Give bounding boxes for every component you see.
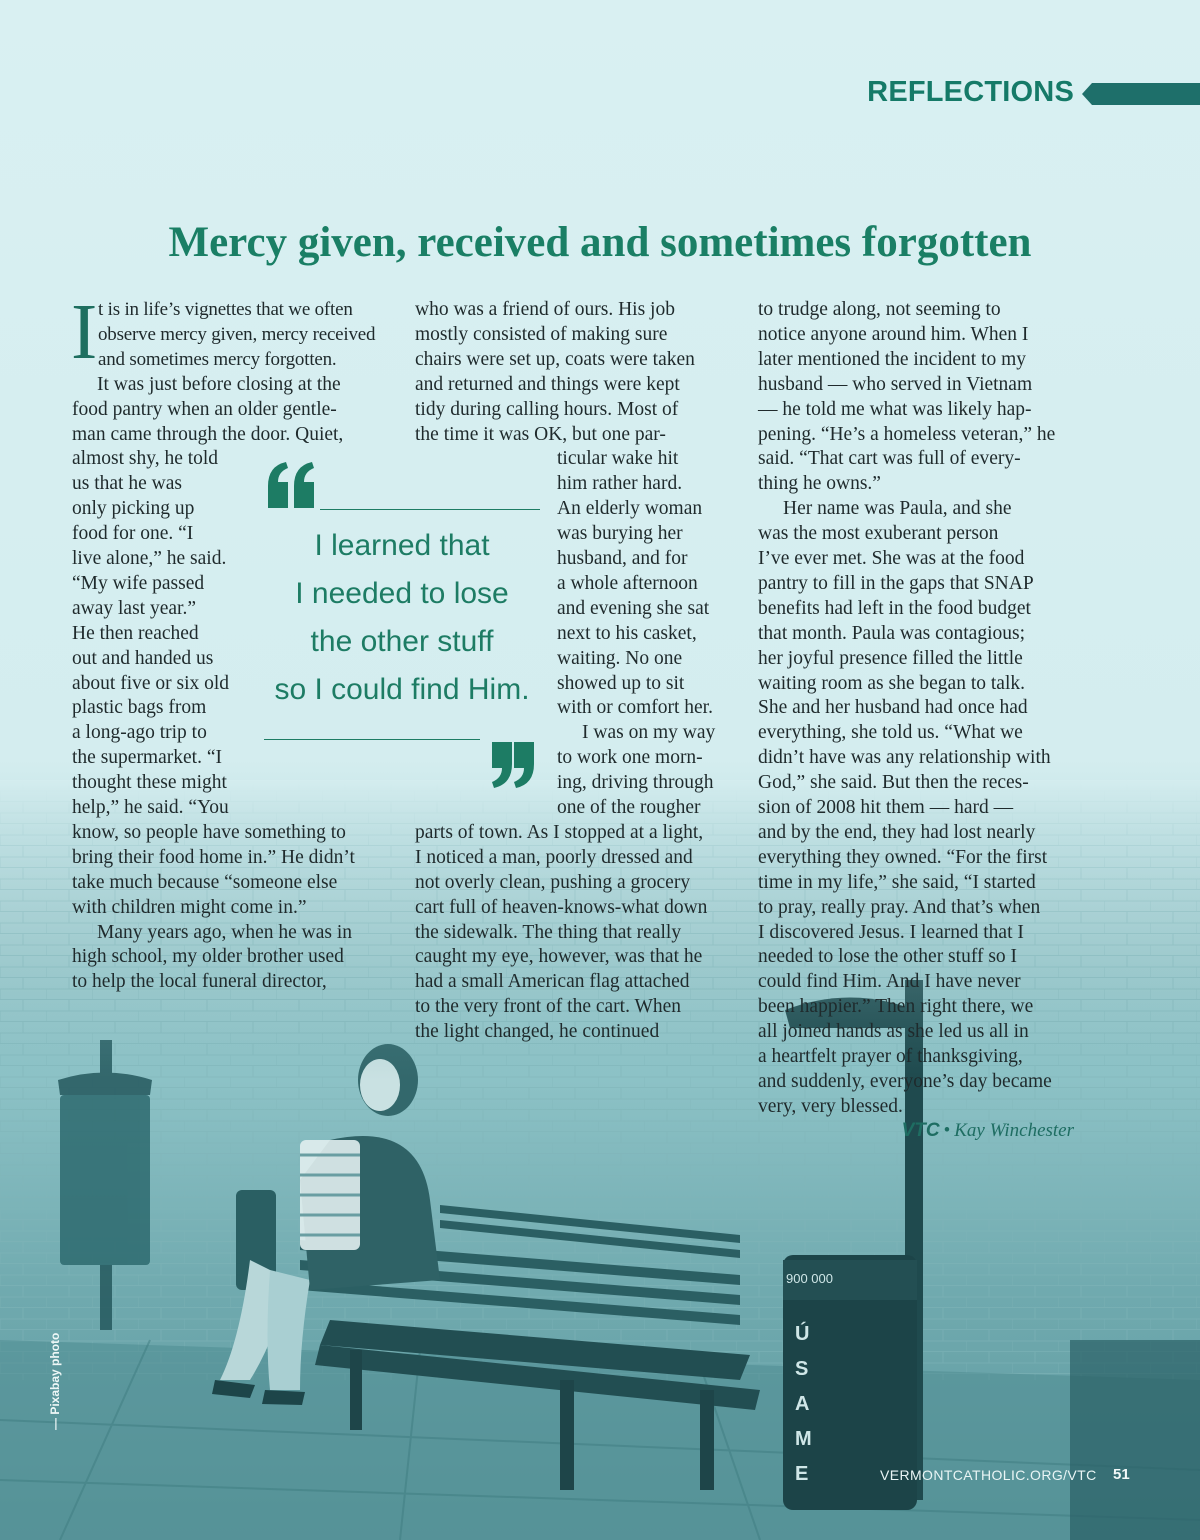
article-text-line: him rather hard. bbox=[557, 473, 683, 495]
article-text-line: He then reached bbox=[72, 622, 199, 644]
article-text-line: to trudge along, not seeming to bbox=[758, 299, 1001, 320]
article-text-line: and by the end, they had lost nearly bbox=[758, 821, 1036, 843]
byline-author: Kay Winchester bbox=[954, 1120, 1074, 1141]
article-text-line: waiting. No one bbox=[557, 647, 683, 669]
article-text-line: food pantry when an older gentle- bbox=[72, 398, 337, 420]
article-text-line: all joined hands as she led us all in bbox=[758, 1021, 1029, 1043]
article-text-line: been happier.” Then right there, we bbox=[758, 996, 1034, 1018]
bin-sign-text: 900 000 bbox=[786, 1271, 833, 1286]
article-text-line: the light changed, he continued bbox=[415, 1021, 660, 1043]
article-text-line: a heartfelt prayer of thanksgiving, bbox=[758, 1046, 1023, 1067]
article-text-line: to work one morn- bbox=[557, 747, 703, 769]
article-text-line: It was just before closing at the bbox=[97, 373, 341, 395]
pull-quote-line: so I could find Him. bbox=[274, 673, 530, 706]
article-text-line: the supermarket. “I bbox=[72, 747, 222, 769]
pull-quote-rule-bottom bbox=[264, 739, 480, 740]
article-text-line: that month. Paula was contagious; bbox=[758, 622, 1026, 644]
byline-separator: • bbox=[943, 1120, 951, 1141]
article-text-line: was the most exuberant person bbox=[758, 523, 999, 545]
article-text-line: ing, driving through bbox=[557, 772, 714, 794]
article-text-line: about five or six old bbox=[72, 672, 230, 694]
article-text-line: God,” she said. But then the reces- bbox=[758, 772, 1029, 794]
article-text-line: was burying her bbox=[557, 523, 683, 545]
page-number: 51 bbox=[1113, 1466, 1130, 1483]
article-text-line: An elderly woman bbox=[557, 498, 703, 520]
article-text-line: her joyful presence filled the little bbox=[758, 647, 1023, 669]
section-tab-arrow bbox=[1082, 83, 1200, 105]
article-text-line: parts of town. As I stopped at a light, bbox=[415, 821, 704, 843]
article-text-line: observe mercy given, mercy received bbox=[98, 323, 376, 345]
article-text-line: caught my eye, however, was that he bbox=[415, 946, 703, 968]
photo-credit: — Pixabay photo bbox=[48, 1332, 62, 1430]
article-text-line: man came through the door. Quiet, bbox=[72, 423, 344, 445]
article-text-line: almost shy, he told bbox=[72, 448, 219, 470]
article-text-line: bring their food home in.” He didn’t bbox=[72, 846, 355, 868]
bin-letter: A bbox=[795, 1393, 810, 1415]
article-text-line: I noticed a man, poorly dressed and bbox=[415, 846, 693, 868]
article-text-line: “My wife passed bbox=[72, 572, 205, 594]
article-text-line: could find Him. And I have never bbox=[758, 971, 1021, 993]
article-text-line: with or comfort her. bbox=[557, 697, 713, 719]
article-text-line: everything, she told us. “What we bbox=[758, 722, 1023, 744]
article-text-line: cart full of heaven-knows-what down bbox=[415, 896, 708, 918]
article-text-line: needed to lose the other stuff so I bbox=[758, 946, 1018, 968]
bin-letter: S bbox=[795, 1358, 809, 1380]
article-text-line: time in my life,” she said, “I started bbox=[758, 871, 1036, 893]
article-text-line: a whole afternoon bbox=[557, 572, 698, 594]
article-title: Mercy given, received and sometimes forgotten bbox=[168, 219, 1032, 266]
pull-quote-line: I learned that bbox=[314, 529, 490, 562]
article-text-line: the time it was OK, but one par- bbox=[415, 423, 666, 445]
article-text-line: only picking up bbox=[72, 498, 195, 520]
article-text-line: — he told me what was likely hap- bbox=[758, 398, 1032, 420]
article-text-line: later mentioned the incident to my bbox=[758, 348, 1027, 370]
article-text-line: who was a friend of ours. His job bbox=[415, 299, 675, 320]
article-text-line: sion of 2008 hit them — hard — bbox=[758, 797, 1014, 818]
article-text-line: thing he owns.” bbox=[758, 473, 881, 495]
article-text-line: food for one. “I bbox=[72, 523, 194, 545]
pull-quote-line: the other stuff bbox=[310, 625, 494, 658]
article-text-line: said. “That cart was full of every- bbox=[758, 448, 1021, 470]
article-text-line: take much because “someone else bbox=[72, 871, 338, 893]
close-quote-icon bbox=[480, 740, 536, 790]
article-text-line: I discovered Jesus. I learned that I bbox=[758, 921, 1024, 943]
article-text-line: next to his casket, bbox=[557, 622, 697, 644]
article-text-line: Many years ago, when he was in bbox=[97, 921, 353, 943]
article-text-line: us that he was bbox=[72, 473, 182, 495]
article-text-line: thought these might bbox=[72, 772, 227, 794]
article-text-line: help,” he said. “You bbox=[72, 797, 229, 818]
article-text-line: husband, and for bbox=[557, 548, 688, 569]
pull-quote-line: I needed to lose bbox=[295, 577, 509, 610]
article-text-line: waiting room as she began to talk. bbox=[758, 672, 1025, 694]
article-text-line: everything they owned. “For the first bbox=[758, 846, 1048, 868]
article-text-line: She and her husband had once had bbox=[758, 697, 1028, 719]
article-text-line: one of the rougher bbox=[557, 797, 701, 818]
article-text-line: away last year.” bbox=[72, 597, 196, 619]
article-text-line: didn’t have was any relationship with bbox=[758, 747, 1051, 769]
byline bbox=[902, 1120, 1074, 1142]
article-text-line: and returned and things were kept bbox=[415, 373, 680, 395]
article-text-line: and evening she sat bbox=[557, 597, 710, 619]
wall-grate bbox=[1070, 1340, 1200, 1540]
article-text-line: Her name was Paula, and she bbox=[783, 498, 1012, 520]
article-text-line: plastic bags from bbox=[72, 697, 207, 719]
article-text-line: t is in life’s vignettes that we often bbox=[98, 299, 353, 320]
article-text-line: to the very front of the cart. When bbox=[415, 996, 682, 1018]
article-text-line: had a small American flag attached bbox=[415, 971, 690, 993]
article-text-line: husband — who served in Vietnam bbox=[758, 373, 1033, 395]
article-text-line: mostly consisted of making sure bbox=[415, 323, 668, 345]
article-text-line: out and handed us bbox=[72, 647, 214, 669]
article-text-line: live alone,” he said. bbox=[72, 548, 227, 569]
article-text-line: I’ve ever met. She was at the food bbox=[758, 548, 1025, 569]
article-text-line: pening. “He’s a homeless veteran,” he bbox=[758, 423, 1056, 445]
pull-quote-rule-top bbox=[320, 509, 540, 510]
article-text-line: a long-ago trip to bbox=[72, 722, 207, 744]
footer-url: VERMONTCATHOLIC.ORG/VTC bbox=[880, 1467, 1097, 1483]
bin-letter: E bbox=[795, 1463, 809, 1485]
article-text-line: know, so people have something to bbox=[72, 821, 346, 843]
article-text-line: very, very blessed. bbox=[758, 1095, 903, 1117]
bin-letter: M bbox=[795, 1428, 812, 1450]
byline-tag: VTC bbox=[901, 1120, 940, 1141]
drop-cap: I bbox=[71, 289, 98, 376]
article-text-line: pantry to fill in the gaps that SNAP bbox=[758, 572, 1034, 594]
article-text-line: notice anyone around him. When I bbox=[758, 323, 1029, 345]
article-text-line: to pray, really pray. And that’s when bbox=[758, 896, 1041, 918]
article-text-line: not overly clean, pushing a grocery bbox=[415, 871, 691, 893]
article-text-line: with children might come in.” bbox=[72, 896, 307, 918]
open-quote-icon bbox=[264, 460, 320, 510]
article-text-line: and suddenly, everyone’s day became bbox=[758, 1070, 1052, 1092]
article-text-line: the sidewalk. The thing that really bbox=[415, 921, 682, 943]
section-label: REFLECTIONS bbox=[867, 76, 1074, 108]
article-text-line: ticular wake hit bbox=[557, 448, 679, 470]
bin-letter: Ú bbox=[795, 1323, 810, 1345]
article-text-line: benefits had left in the food budget bbox=[758, 597, 1031, 619]
article-text-line: chairs were set up, coats were taken bbox=[415, 348, 695, 370]
article-text-line: I was on my way bbox=[582, 722, 716, 744]
article-text-line: to help the local funeral director, bbox=[72, 971, 327, 993]
article-text-line: showed up to sit bbox=[557, 672, 685, 694]
article-text-line: high school, my older brother used bbox=[72, 946, 344, 968]
article-text-line: tidy during calling hours. Most of bbox=[415, 398, 679, 420]
article-text-line: and sometimes mercy forgotten. bbox=[98, 348, 337, 370]
